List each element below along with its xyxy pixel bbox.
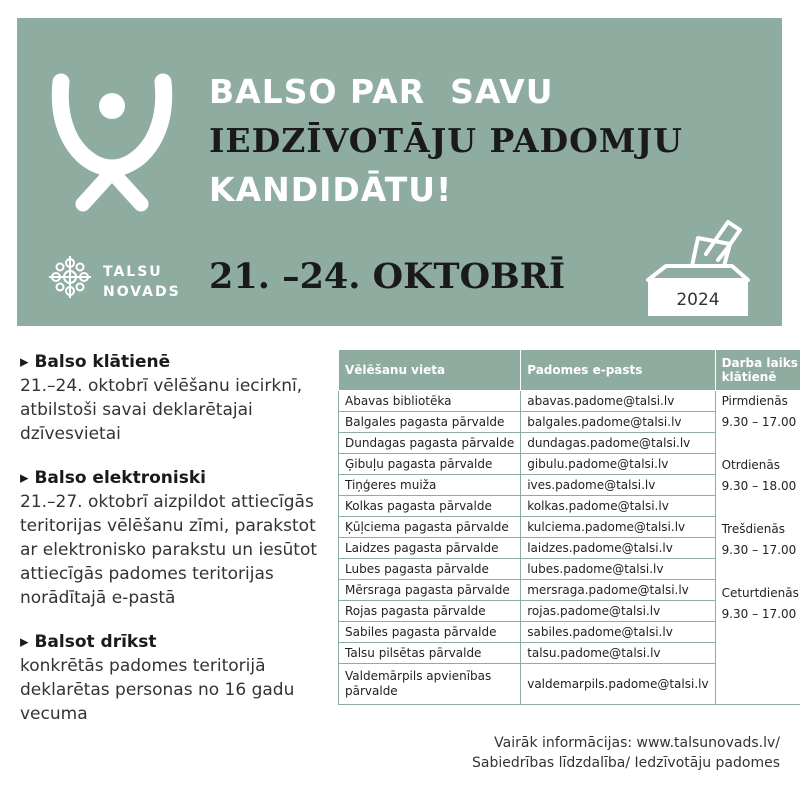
email-cell[interactable]: valdemarpils.padome@talsi.lv [521, 664, 715, 705]
org-name-line2: NOVADS [103, 284, 181, 300]
email-cell[interactable]: lubes.padome@talsi.lv [521, 559, 715, 580]
col-header-email: Padomes e-pasts [521, 350, 715, 391]
email-cell[interactable]: mersraga.padome@talsi.lv [521, 580, 715, 601]
hours-block [722, 519, 799, 561]
org-name-line1: TALSU [103, 264, 163, 280]
org-name [103, 262, 181, 302]
headline-line3: KANDIDĀTU! [209, 170, 453, 209]
info-title: ▸ Balsot drīkst [20, 632, 157, 652]
email-cell[interactable]: rojas.padome@talsi.lv [521, 601, 715, 622]
email-cell[interactable]: ives.padome@talsi.lv [521, 475, 715, 496]
place-cell: Lubes pagasta pārvalde [339, 559, 521, 580]
table-header-row [339, 350, 800, 391]
hours-day: Pirmdienās [721, 394, 788, 408]
place-cell: Dundagas pagasta pārvalde [339, 433, 521, 454]
info-eligibility [20, 630, 330, 726]
place-cell: Talsu pilsētas pārvalde [339, 643, 521, 664]
place-cell: Ķūļciema pagasta pārvalde [339, 517, 521, 538]
email-cell[interactable]: gibulu.padome@talsi.lv [521, 454, 715, 475]
place-cell: Abavas bibliotēka [339, 391, 521, 412]
footer-line1[interactable]: Vairāk informācijas: www.talsunovads.lv/ [494, 735, 780, 751]
place-cell: Laidzes pagasta pārvalde [339, 538, 521, 559]
person-figure-icon [47, 68, 177, 228]
email-cell[interactable]: dundagas.padome@talsi.lv [521, 433, 715, 454]
info-title: ▸ Balso klātienē [20, 352, 171, 372]
headline [209, 70, 683, 212]
hours-time: 9.30 – 17.00 [721, 543, 797, 557]
hours-block [722, 455, 799, 497]
voting-info [20, 350, 330, 746]
col-header-hours: Darba laiks klātienē [715, 350, 800, 391]
hours-time: 9.30 – 18.00 [721, 479, 797, 493]
info-text: 21.–24. oktobrī vēlēšanu iecirknī, atbilstoši savai deklarētajai dzīvesvietai [20, 376, 303, 444]
email-cell[interactable]: abavas.padome@talsi.lv [521, 391, 715, 412]
hours-time: 9.30 – 17.00 [721, 607, 797, 621]
place-cell: Mērsraga pagasta pārvalde [339, 580, 521, 601]
email-cell[interactable]: balgales.padome@talsi.lv [521, 412, 715, 433]
snowflake-emblem-icon [47, 254, 93, 300]
table-row [339, 391, 800, 412]
hours-cell [715, 391, 800, 705]
headline-line1: BALSO PAR SAVU [209, 72, 554, 111]
hours-block [722, 391, 799, 433]
place-cell: Valdemārpils apvienības pārvalde [339, 664, 521, 705]
info-electronic [20, 466, 330, 610]
email-cell[interactable]: sabiles.padome@talsi.lv [521, 622, 715, 643]
email-cell[interactable]: kolkas.padome@talsi.lv [521, 496, 715, 517]
place-cell: Ģibuļu pagasta pārvalde [339, 454, 521, 475]
place-cell: Rojas pagasta pārvalde [339, 601, 521, 622]
info-text: konkrētās padomes teritorijā deklarētas personas no 16 gadu vecuma [20, 656, 295, 724]
talsu-novads-logo [47, 254, 197, 308]
email-cell[interactable]: laidzes.padome@talsi.lv [521, 538, 715, 559]
place-cell: Tiņģeres muiža [339, 475, 521, 496]
info-title: ▸ Balso elektroniski [20, 468, 206, 488]
election-dates: 21. –24. OKTOBRĪ [209, 256, 566, 297]
place-cell: Sabiles pagasta pārvalde [339, 622, 521, 643]
more-info-footer [472, 733, 780, 773]
place-cell: Balgales pagasta pārvalde [339, 412, 521, 433]
email-cell[interactable]: talsu.padome@talsi.lv [521, 643, 715, 664]
info-in-person [20, 350, 330, 446]
hours-day: Otrdienās [721, 458, 780, 472]
info-text: 21.–27. oktobrī aizpildot attiecīgās teritorijas vēlēšanu zīmi, parakstot ar elektronisko parakstu un iesūtot attiecīgās padomes teritorijas norādītajā e-pastā [20, 492, 318, 608]
polling-stations-table [338, 349, 800, 705]
hours-time: 9.30 – 17.00 [721, 415, 797, 429]
hours-day: Trešdienās [721, 522, 785, 536]
ballot-box-icon [644, 208, 756, 318]
header-banner [17, 18, 782, 326]
hours-day: Ceturtdienās [721, 586, 799, 600]
headline-line2: IEDZĪVOTĀJU PADOMJU [209, 121, 683, 160]
hours-block [722, 583, 799, 625]
ballot-year: 2024 [676, 290, 720, 310]
col-header-place: Vēlēšanu vieta [339, 350, 521, 391]
place-cell: Kolkas pagasta pārvalde [339, 496, 521, 517]
email-cell[interactable]: kulciema.padome@talsi.lv [521, 517, 715, 538]
footer-line2: Sabiedrības līdzdalība/ Iedzīvotāju padomes [472, 755, 780, 771]
